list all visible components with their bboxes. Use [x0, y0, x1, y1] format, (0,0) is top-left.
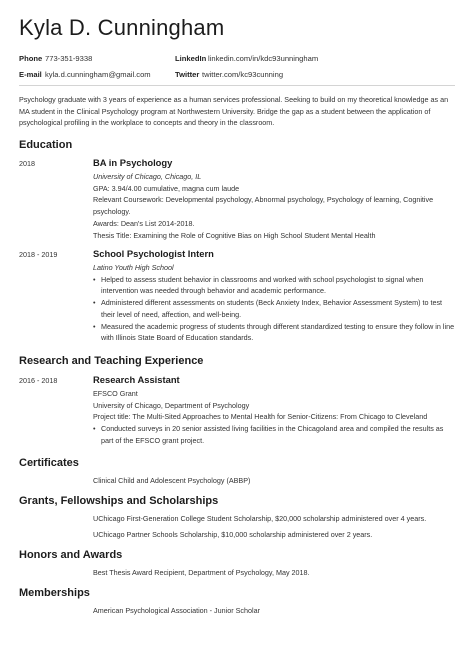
internship-entry — [93, 247, 455, 344]
bullet-list — [93, 423, 455, 446]
entry-subtitle: University of Chicago, Chicago, IL — [93, 172, 202, 181]
section-title-memberships: Memberships — [19, 587, 90, 599]
section-title-grants: Grants, Fellowships and Scholarships — [19, 495, 219, 507]
phone-label: Phone — [19, 54, 43, 63]
entry-line: Thesis Title: Examining the Role of Cognitive Bias on High School Student Mental Health — [93, 230, 376, 240]
bullet-item: • Measured the academic progress of students through different standardized testing to ensure they follow in line with Illinois State Board of Education standards. — [93, 321, 455, 344]
bullet-item: • Helped to assess student behavior in classrooms and worked with school psychologist to signal when intervention was needed through behavior and academic performance. — [93, 274, 455, 297]
linkedin-label: LinkedIn — [175, 54, 207, 63]
bullet-list — [93, 274, 455, 344]
phone-value: 773-351-9338 — [45, 54, 93, 63]
twitter-label: Twitter — [175, 70, 200, 79]
section-title-research: Research and Teaching Experience — [19, 355, 204, 367]
certificate-item: Clinical Child and Adolescent Psychology (ABBP) — [93, 476, 251, 485]
entry-heading: School Psychologist Intern — [93, 248, 214, 259]
research-entry — [93, 373, 455, 447]
entry-line: EFSCO Grant — [93, 389, 138, 398]
linkedin-value[interactable]: linkedin.com/in/kdc93unningham — [208, 54, 319, 63]
entry-date: 2016 - 2018 — [19, 376, 58, 385]
email-label: E-mail — [19, 70, 42, 79]
bullet-item: • Administered different assessments on students (Beck Anxiety Index, Behavior Assessment System) to test their level of need, affection, and well-being. — [93, 297, 455, 320]
education-entry — [93, 156, 455, 241]
grant-item: UChicago Partner Schools Scholarship, $10,000 scholarship administered over 2 years. — [93, 530, 373, 539]
twitter-value[interactable]: twitter.com/kc93cunning — [202, 70, 284, 79]
grant-item: UChicago First-Generation College Student Scholarship, $20,000 scholarship administered over 4 years. — [93, 514, 427, 523]
bullet-item: • Conducted surveys in 20 senior assisted living facilities in the Chicagoland area and compiled the results as part of the EFSCO grant project. — [93, 423, 455, 446]
candidate-name: Kyla D. Cunningham — [19, 15, 225, 40]
section-title-education: Education — [19, 139, 73, 151]
entry-line: University of Chicago, Department of Psychology — [93, 400, 250, 410]
entry-line: Awards: Dean's List 2014-2018. — [93, 218, 195, 228]
email-value[interactable]: kyla.d.cunningham@gmail.com — [45, 70, 151, 79]
header-divider — [19, 85, 455, 86]
entry-line: Project title: The Multi-Sited Approaches to Mental Health for Senior-Citizens: From Chicago to Cleveland — [93, 412, 428, 422]
entry-line: GPA: 3.94/4.00 cumulative, magna cum laude — [93, 183, 240, 193]
honor-item: Best Thesis Award Recipient, Department of Psychology, May 2018. — [93, 568, 310, 577]
entry-date: 2018 - 2019 — [19, 250, 58, 259]
entry-heading: Research Assistant — [93, 374, 180, 385]
section-title-certificates: Certificates — [19, 457, 79, 469]
entry-subtitle: Latino Youth High School — [93, 263, 174, 272]
entry-line: Relevant Coursework: Developmental psychology, Abnormal psychology, Psychology of learning, Cognitive psychology. — [93, 195, 434, 217]
summary-paragraph: Psychology graduate with 3 years of experience as a human services professional. Seeking to build on my theoretical knowledge as an MA student in the Clinical Psychology program at Northwestern University. Bridge the gap as a student between the application of psychological profiling in the workplace to concepts and theory in the classroom. — [19, 95, 449, 128]
entry-date: 2018 — [19, 159, 35, 168]
entry-heading: BA in Psychology — [93, 157, 173, 168]
membership-item: American Psychological Association - Junior Scholar — [93, 606, 260, 615]
section-title-honors: Honors and Awards — [19, 549, 123, 561]
